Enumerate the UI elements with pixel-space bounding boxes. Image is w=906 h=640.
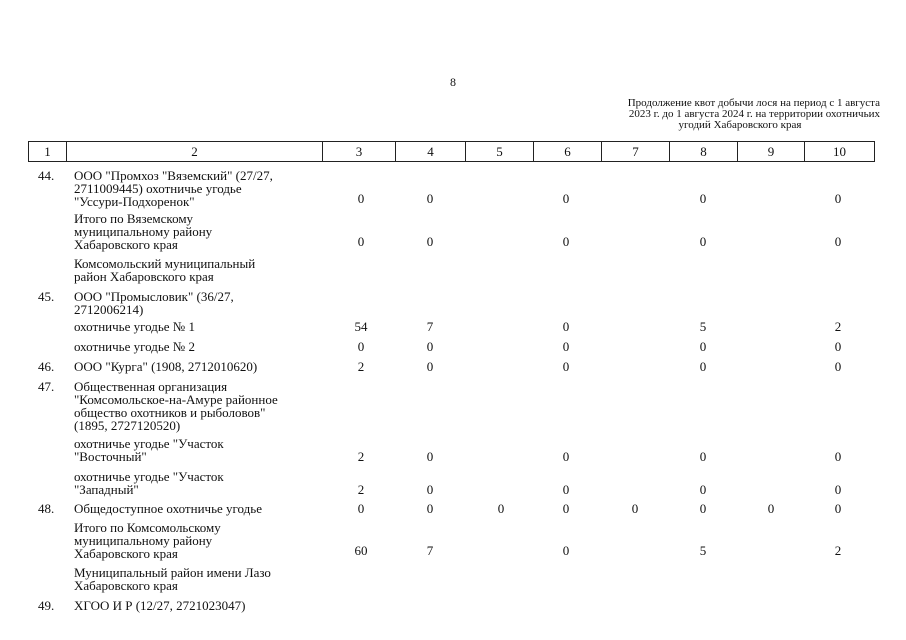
row-name-line: муниципальному району [74, 224, 213, 239]
value-cell-c8: 0 [699, 234, 707, 249]
row-name-line: общество охотников и рыболовов" [74, 405, 266, 420]
value-cell-c8: 0 [699, 501, 707, 516]
value-cell-c6: 0 [562, 543, 570, 558]
value-cell-c4: 0 [426, 339, 434, 354]
value-cell-c4: 0 [426, 501, 434, 516]
column-number-cell: 3 [323, 142, 396, 162]
row-name-line: ООО "Курга" (1908, 2712010620) [74, 359, 258, 374]
row-number: 48. [38, 501, 55, 516]
row-number: 47. [38, 379, 55, 394]
value-cell-c9: 0 [767, 501, 775, 516]
value-cell-c10: 0 [834, 191, 842, 206]
row-name [74, 290, 324, 316]
row-name-line: район Хабаровского края [74, 269, 214, 284]
row-number: 45. [38, 289, 55, 304]
row-name-line: 2711009445) охотничье угодье [74, 181, 242, 196]
value-cell-c6: 0 [562, 359, 570, 374]
value-cell-c4: 0 [426, 191, 434, 206]
row-name [74, 470, 324, 496]
column-number-cell: 6 [534, 142, 602, 162]
row-name-line: "Восточный" [74, 449, 147, 464]
row-name-line: Общедоступное охотничье угодье [74, 501, 262, 516]
value-cell-c10: 2 [834, 543, 842, 558]
column-number-cell: 1 [29, 142, 67, 162]
row-name-line: Хабаровского края [74, 546, 178, 561]
row-name-line: 2712006214) [74, 302, 144, 317]
value-cell-c6: 0 [562, 234, 570, 249]
row-name-line: Итого по Комсомольскому [74, 520, 221, 535]
row-name [74, 599, 324, 612]
caption-line: 2023 г. до 1 августа 2024 г. на территории охотничьих [628, 108, 880, 120]
value-cell-c6: 0 [562, 482, 570, 497]
row-name-line: охотничье угодье № 1 [74, 319, 195, 334]
row-name-line: муниципальному району [74, 533, 213, 548]
value-cell-c8: 0 [699, 191, 707, 206]
row-name-line: ХГОО И Р (12/27, 2721023047) [74, 598, 246, 613]
value-cell-c10: 0 [834, 339, 842, 354]
value-cell-c6: 0 [562, 191, 570, 206]
value-cell-c4: 7 [426, 543, 434, 558]
row-name-line: Итого по Вяземскому [74, 211, 194, 226]
row-name [74, 257, 324, 283]
row-name-line: охотничье угодье "Участок [74, 469, 224, 484]
value-cell-c4: 0 [426, 482, 434, 497]
column-number-cell: 7 [602, 142, 670, 162]
value-cell-c4: 0 [426, 234, 434, 249]
value-cell-c8: 0 [699, 339, 707, 354]
row-name [74, 380, 324, 432]
row-name-line: (1895, 2727120520) [74, 418, 181, 433]
row-name [74, 360, 324, 373]
column-number-cell: 2 [67, 142, 323, 162]
value-cell-c6: 0 [562, 449, 570, 464]
value-cell-c8: 0 [699, 449, 707, 464]
value-cell-c6: 0 [562, 319, 570, 334]
row-name [74, 340, 324, 353]
row-name-line: ООО "Промысловик" (36/27, [74, 289, 234, 304]
value-cell-c6: 0 [562, 501, 570, 516]
value-cell-c3: 0 [357, 501, 365, 516]
row-name-line: охотничье угодье "Участок [74, 436, 224, 451]
row-name [74, 212, 324, 251]
row-number: 46. [38, 359, 55, 374]
row-number: 44. [38, 168, 55, 183]
row-name [74, 566, 324, 592]
row-name-line: Комсомольский муниципальный [74, 256, 256, 271]
row-name-line: охотничье угодье № 2 [74, 339, 195, 354]
row-name-line: Хабаровского края [74, 237, 178, 252]
column-number-cell: 9 [738, 142, 805, 162]
value-cell-c8: 5 [699, 543, 707, 558]
value-cell-c10: 2 [834, 319, 842, 334]
column-number-cell: 4 [396, 142, 466, 162]
value-cell-c4: 7 [426, 319, 434, 334]
value-cell-c3: 0 [357, 234, 365, 249]
value-cell-c10: 0 [834, 449, 842, 464]
value-cell-c8: 0 [699, 482, 707, 497]
value-cell-c3: 54 [354, 319, 368, 334]
row-name-line: "Уссури-Подхоренок" [74, 194, 195, 209]
value-cell-c10: 0 [834, 234, 842, 249]
caption-line: угодий Хабаровского края [678, 119, 802, 131]
row-name-line: Общественная организация [74, 379, 228, 394]
value-cell-c3: 2 [357, 449, 365, 464]
value-cell-c3: 2 [357, 359, 365, 374]
row-name-line: "Западный" [74, 482, 139, 497]
row-name [74, 437, 324, 463]
row-number: 49. [38, 598, 55, 613]
value-cell-c3: 2 [357, 482, 365, 497]
page-number: 8 [450, 75, 456, 89]
value-cell-c5: 0 [497, 501, 505, 516]
value-cell-c10: 0 [834, 482, 842, 497]
row-name [74, 502, 324, 515]
row-name [74, 521, 324, 560]
column-number-cell: 5 [466, 142, 534, 162]
row-name-line: ООО "Промхоз "Вяземский" (27/27, [74, 168, 273, 183]
caption-line: Продолжение квот добычи лося на период с 1 августа [627, 97, 880, 109]
value-cell-c10: 0 [834, 359, 842, 374]
value-cell-c10: 0 [834, 501, 842, 516]
row-name-line: "Комсомольское-на-Амуре районное [74, 392, 278, 407]
value-cell-c8: 0 [699, 359, 707, 374]
value-cell-c4: 0 [426, 449, 434, 464]
row-name [74, 169, 324, 208]
value-cell-c4: 0 [426, 359, 434, 374]
row-name-line: Муниципальный район имени Лазо [74, 565, 271, 580]
column-number-cell: 8 [670, 142, 738, 162]
column-number-cell: 10 [805, 142, 875, 162]
row-name-line: Хабаровского края [74, 578, 178, 593]
value-cell-c6: 0 [562, 339, 570, 354]
value-cell-c7: 0 [631, 501, 639, 516]
value-cell-c3: 0 [357, 339, 365, 354]
value-cell-c3: 60 [354, 543, 368, 558]
row-name [74, 320, 324, 333]
value-cell-c3: 0 [357, 191, 365, 206]
value-cell-c8: 5 [699, 319, 707, 334]
